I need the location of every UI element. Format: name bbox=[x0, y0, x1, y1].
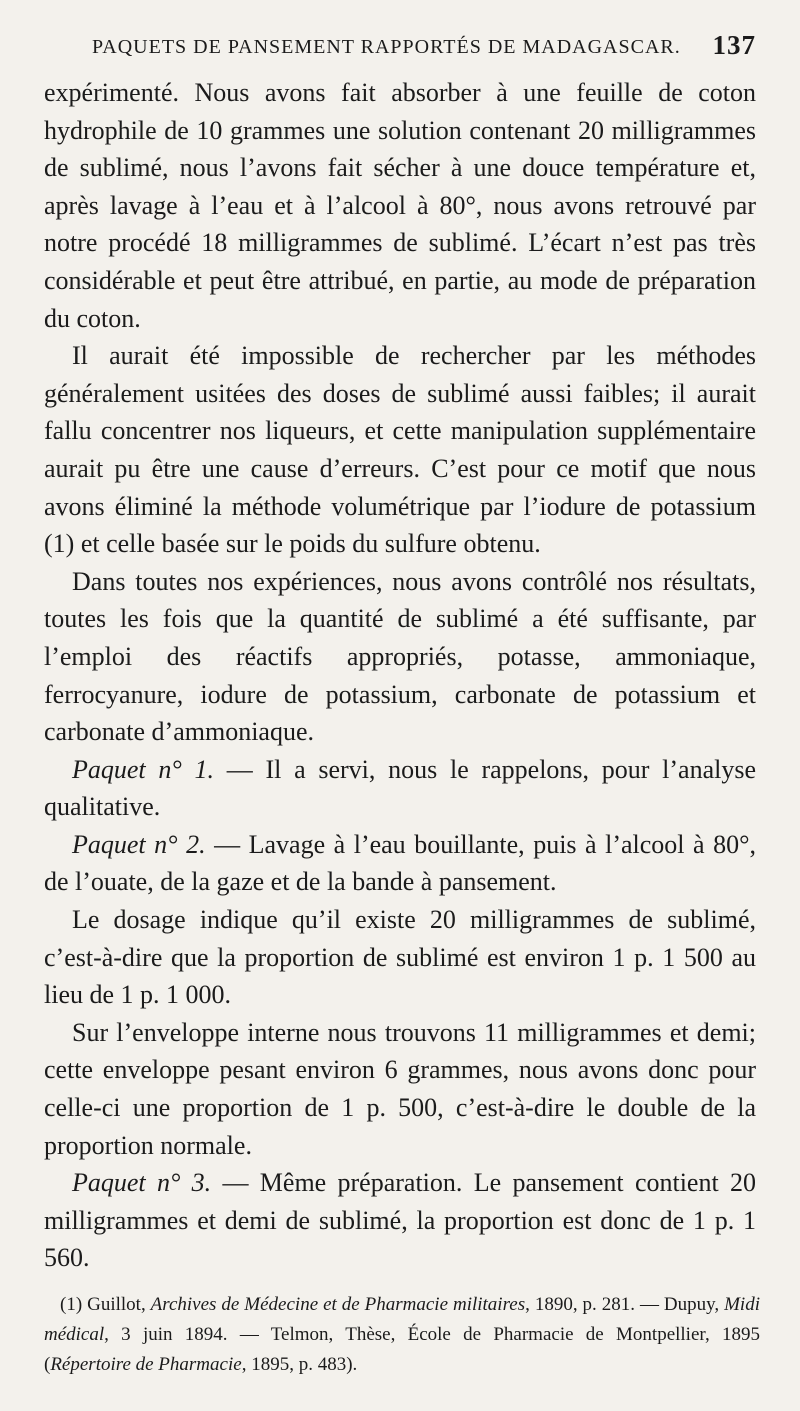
paquet-1-label: Paquet n° 1. bbox=[72, 754, 215, 784]
paquet-3-text: — Même préparation. Le pansement contient 20 milligrammes et demi de sublimé, la proportion est donc de 1 p. 1 560. bbox=[44, 1168, 756, 1273]
footnote-1: (1) Guillot, Archives de Médecine et de Pharmacie militaires, 1890, p. 281. — Dupuy, Midi médical, 3 juin 1894. — Telmon, Thèse, École de Pharmacie de Montpellier, 1895 (Répertoire de Pharmacie, 1895, p. 483). bbox=[44, 1294, 760, 1375]
paquet-2-label: Paquet n° 2. bbox=[72, 829, 206, 859]
footnote-journal-3: Répertoire de Pharmacie bbox=[50, 1354, 242, 1375]
paragraph-paquet-1 bbox=[44, 751, 756, 826]
paragraph-paquet-2 bbox=[44, 826, 756, 901]
page-number: 137 bbox=[712, 30, 756, 60]
running-title: PAQUETS DE PANSEMENT RAPPORTÉS DE MADAGASCAR. bbox=[92, 36, 681, 58]
footnotes bbox=[44, 1290, 760, 1380]
main-text bbox=[44, 74, 756, 1277]
footnote-journal-1: Archives de Médecine et de Pharmacie militaires bbox=[150, 1294, 526, 1315]
paragraph-methods: Il aurait été impossible de rechercher par les méthodes généralement usitées des doses de sublimé aussi faibles; il aurait fallu concentrer nos liqueurs, et cette manipulation supplémentaire aurait pu être une cause d’erreurs. C’est pour ce motif que nous avons éliminé la méthode volumétrique par l’iodure de potassium (1) et celle basée sur le poids du sulfure obtenu. bbox=[44, 341, 756, 559]
footnote-journal-2: Midi médical bbox=[44, 1294, 760, 1345]
paragraph-enveloppe: Sur l’enveloppe interne nous trouvons 11 milligrammes et demi; cette enveloppe pesant environ 6 grammes, nous avons donc pour celle-ci une proportion de 1 p. 500, c’est-à-dire le double de la proportion normale. bbox=[44, 1017, 756, 1160]
paragraph-continuation: expérimenté. Nous avons fait absorber à une feuille de coton hydrophile de 10 grammes une solution contenant 20 milligrammes de sublimé, nous l’avons fait sécher à une douce température et, après lavage à l’eau et à l’alcool à 80°, nous avons retrouvé par notre procédé 18 milligrammes de sublimé. L’écart n’est pas très considérable et peut être attribué, en partie, au mode de préparation du coton. bbox=[44, 78, 756, 333]
paquet-2-text: — Lavage à l’eau bouillante, puis à l’alcool à 80°, de l’ouate, de la gaze et de la bande à pansement. bbox=[44, 829, 756, 897]
paragraph-controls: Dans toutes nos expériences, nous avons contrôlé nos résultats, toutes les fois que la quantité de sublimé a été suffisante, par l’emploi des réactifs appropriés, potasse, ammoniaque, ferrocyanure, iodure de potassium, carbonate de potassium et carbonate d’ammoniaque. bbox=[44, 566, 756, 747]
paquet-3-label: Paquet n° 3. bbox=[72, 1168, 212, 1198]
paragraph-dosage: Le dosage indique qu’il existe 20 milligrammes de sublimé, c’est-à-dire que la proportion de sublimé est environ 1 p. 1 500 au lieu de 1 p. 1 000. bbox=[44, 905, 756, 1010]
paquet-1-text: — Il a servi, nous le rappelons, pour l’analyse qualitative. bbox=[44, 754, 756, 822]
paragraph-paquet-3 bbox=[44, 1164, 756, 1277]
